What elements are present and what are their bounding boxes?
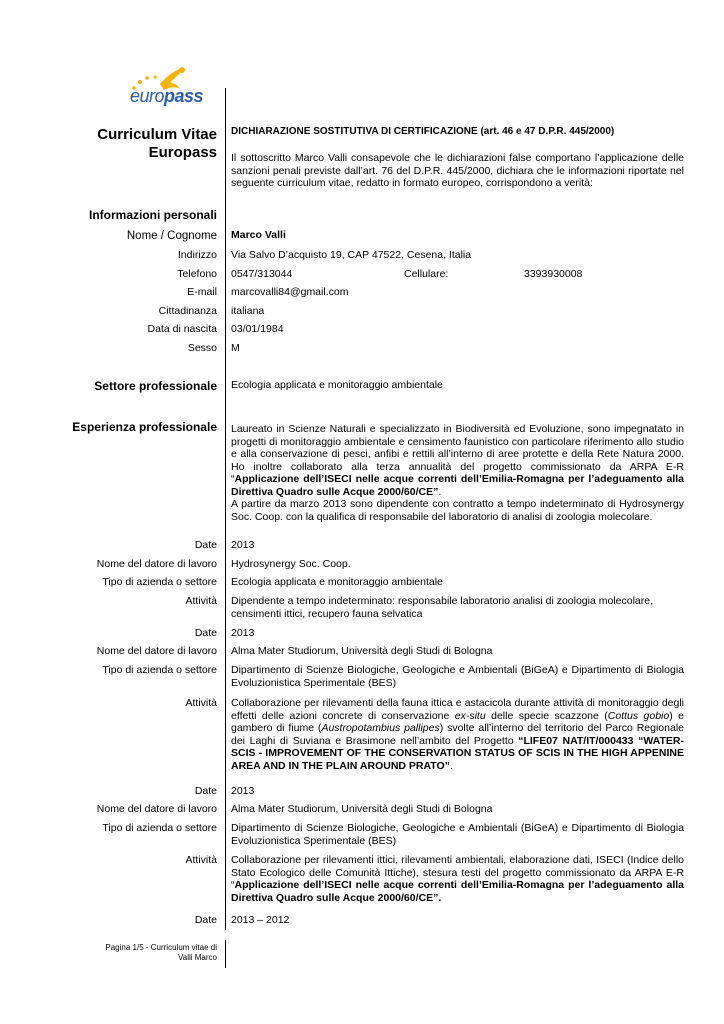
mobile-value: 3393930008 (524, 268, 583, 280)
entry2-activity-end: . (449, 759, 453, 772)
entry3-project-bold: Applicazione dell’ISECI nelle acque correnti dell’Emilia-Romagna per l’adeguamento alla Direttiva Quadro sulle Acque 2000/60/CE”. (231, 879, 684, 904)
entry3-employer-value: Alma Mater Studiorum, Università degli Studi di Bologna (231, 803, 493, 815)
entry2-austropotambius: Austropotambius pallipes (321, 722, 440, 734)
intro-text-end: . (438, 485, 442, 498)
entry3-activity-text: Collaborazione per rilevamenti ittici, rilevamenti ambientali, elaborazione dati, ISECI (Indice dello Stato Ecologico delle Comunità Ittiche), stesura testi del progetto commissionato da ARPA E-R “ (231, 854, 684, 891)
name-label: Nome / Cognome (126, 230, 217, 242)
entry2-exsitu: ex-situ (454, 709, 486, 722)
citizenship-label: Cittadinanza (158, 305, 217, 317)
logo-euro: euro (130, 86, 165, 106)
footer-line2: Valli Marco (178, 953, 217, 962)
personal-section-title: Informazioni personali (88, 208, 217, 222)
email-value: marcovalli84@gmail.com (231, 286, 349, 298)
entry2-activity-label: Attività (185, 697, 217, 709)
intro-employment-text: A partire da marzo 2013 sono dipendente con contratto a tempo indeterminato di Hydrosynergy Soc. Coop. con la qualifica di responsabile del laboratorio di analisi di zoologia molecolare. (231, 498, 684, 523)
entry2-activity-text3: ) e gambero di fiume ( (231, 709, 684, 734)
entry2-project-bold: “LIFE07 NAT/IT/000433 “WATER-SCIS - IMPROVEMENT OF THE CONSERVATION STATUS OF SCIS IN THE HIGH APPENINE AREA AND IN THE PLAIN AROUND PRATO” (231, 734, 684, 772)
entry3-company-type-label: Tipo di azienda o settore (102, 822, 217, 834)
declaration-title: DICHIARAZIONE SOSTITUTIVA DI CERTIFICAZIONE (art. 46 e 47 D.P.R. 445/2000) (231, 126, 615, 137)
sex-label: Sesso (187, 342, 217, 354)
entry2-company-type-value: Dipartimento di Scienze Biologiche, Geologiche e Ambientali (BiGeA) e Dipartimento di Biologia Evoluzionistica Sperimentale (BES) (231, 664, 684, 689)
entry2-employer-value: Alma Mater Studiorum, Università degli Studi di Bologna (231, 645, 493, 657)
sector-value: Ecologia applicata e monitoraggio ambientale (231, 379, 443, 391)
entry2-activity-value (231, 697, 684, 772)
entry2-date-value: 2013 (231, 627, 255, 639)
entry4-date-value: 2013 – 2012 (231, 914, 290, 926)
cv-title-line1: Curriculum Vitae (97, 126, 217, 143)
entry4-date-label: Date (194, 914, 217, 926)
entry1-date-value: 2013 (231, 539, 255, 551)
birthdate-value: 03/01/1984 (231, 323, 284, 335)
entry1-date-label: Date (194, 539, 217, 551)
entry2-employer-label: Nome del datore di lavoro (96, 645, 217, 657)
entry1-company-type-label: Tipo di azienda o settore (102, 576, 217, 588)
column-divider (225, 88, 226, 930)
cv-title (97, 126, 217, 162)
entry2-activity-text: Collaborazione per rilevamenti della fauna ittica e astacicola durante attività di monitoraggio degli effetti delle azioni concrete di conservazione (231, 697, 684, 722)
name-value: Marco Valli (231, 229, 286, 241)
phone-label: Telefono (177, 268, 217, 280)
address-value: Via Salvo D’acquisto 19, CAP 47522, Cesena, Italia (231, 249, 472, 261)
entry2-date-label: Date (194, 627, 217, 639)
europass-logo (120, 62, 220, 118)
citizenship-value: italiana (231, 305, 265, 317)
entry3-company-type-value: Dipartimento di Scienze Biologiche, Geologiche e Ambientali (BiGeA) e Dipartimento di Biologia Evoluzionistica Sperimentale (BES) (231, 822, 684, 847)
entry3-activity-label: Attività (185, 854, 217, 866)
cv-title-line2: Europass (148, 144, 217, 161)
footer-line1: Pagina 1/5 - Curriculum vitae di (105, 943, 217, 952)
entry3-activity-value (231, 854, 684, 904)
entry2-company-type-label: Tipo di azienda o settore (102, 664, 217, 676)
entry2-cottus: Cottus gobio (607, 709, 670, 722)
sector-section-title: Settore professionale (94, 379, 217, 393)
footer-divider (225, 940, 226, 968)
entry3-date-value: 2013 (231, 785, 255, 797)
experience-intro (231, 423, 684, 523)
entry3-date-label: Date (194, 785, 217, 797)
entry1-activity-label: Attività (185, 595, 217, 607)
intro-text: Laureato in Scienze Naturali e specializzato in Biodiversità ed Evoluzione, sono impegnatato in progetti di monitoraggio ambientale e censimento faunistico con particolare riferimento allo studio e alla conservazione di pesci, anfibi e rettili all’interno di aree protette e della Rete Natura 2000. Ho inoltre collaborato alla terza annualità del progetto commissionato da ARPA E-R “ (231, 423, 684, 485)
email-label: E-mail (187, 286, 217, 298)
entry1-employer-label: Nome del datore di lavoro (96, 558, 217, 570)
entry1-activity-value: Dipendente a tempo indeterminato: responsabile laboratorio analisi di zoologia molecolare, censimenti ittici, recupero fauna selvatica (231, 595, 654, 620)
entry1-employer-value: Hydrosynergy Soc. Coop. (231, 558, 351, 570)
page-footer (87, 943, 217, 963)
entry1-company-type-value: Ecologia applicata e monitoraggio ambientale (231, 576, 443, 588)
logo-pass: pass (164, 86, 204, 106)
entry3-employer-label: Nome del datore di lavoro (96, 803, 217, 815)
intro-project-bold: Applicazione dell’ISECI nelle acque correnti dell’Emilia-Romagna per l’adeguamento alla Direttiva Quadro sulle Acque 2000/60/CE” (231, 473, 684, 498)
declaration-text: Il sottoscritto Marco Valli consapevole che le dichiarazioni false comportano l’applicazione delle sanzioni penali previste dall’art. 76 del D.P.R. 445/2000, dichiara che le informazioni riportate nel seguente curriculum vitae, redatto in formato europeo, corrispondono a verità: (231, 152, 684, 189)
mobile-label: Cellulare: (404, 268, 449, 280)
sex-value: M (231, 342, 240, 354)
experience-section-title: Esperienza professionale (72, 420, 217, 434)
entry2-activity-text4: ) svolte all’interno del territorio del Parco Regionale dei Laghi di Suviana e Brasimone nell’ambito del Progetto (231, 722, 684, 747)
birthdate-label: Data di nascita (147, 323, 217, 335)
address-label: Indirizzo (177, 249, 217, 261)
entry2-activity-text2: delle specie scazzone ( (485, 709, 608, 722)
phone-value: 0547/313044 (231, 268, 293, 280)
